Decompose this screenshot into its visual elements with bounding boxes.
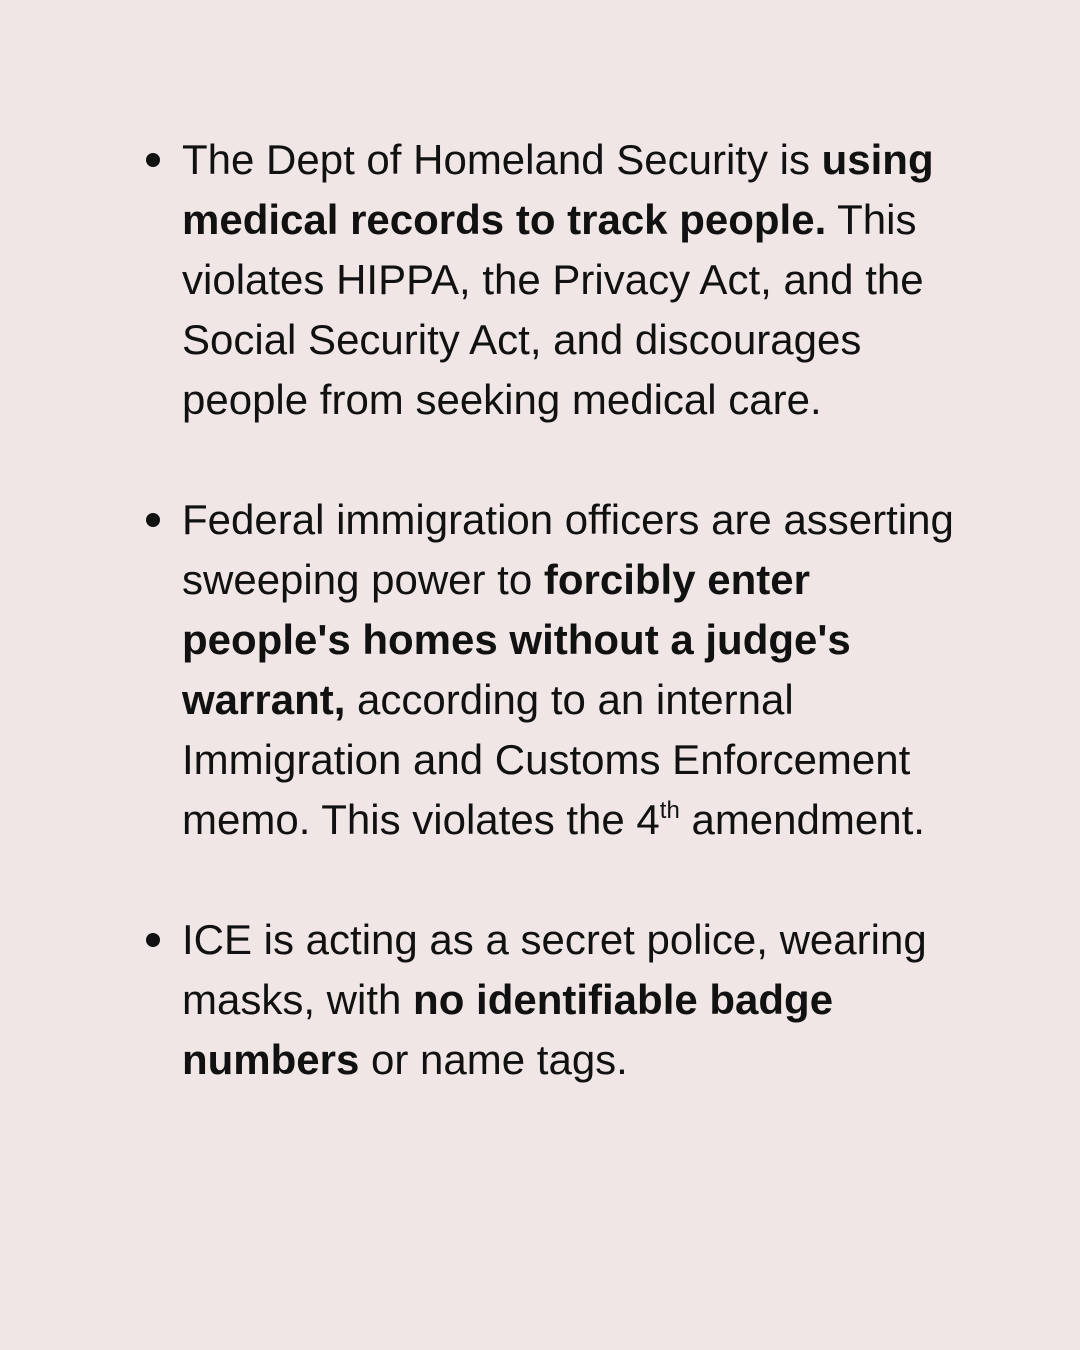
bullet-dot: [146, 513, 160, 527]
bullet-text-rest: or name tags.: [359, 1036, 628, 1083]
bullet-text-intro: The Dept of Homeland Security is: [182, 136, 822, 183]
bullet-text-rest: amendment.: [679, 796, 925, 843]
bullet-text: [182, 490, 972, 850]
bullet-text-intro: Federal immigration officers are asserting sweeping power to: [182, 496, 954, 603]
bullet-dot: [146, 153, 160, 167]
bullet-text-intro: ICE is acting as a secret police, wearing masks, with: [182, 916, 927, 1023]
bullet-text-emphasis: forcibly enter people's homes without a judge's warrant,: [182, 556, 851, 723]
bullet-text: [182, 910, 972, 1090]
ordinal-suffix: th: [659, 797, 680, 824]
bullet-text-emphasis: no identifiable badge numbers: [182, 976, 834, 1083]
bullet-text: [182, 130, 972, 430]
bullet-text-emphasis: using medical records to track people.: [182, 136, 934, 243]
bullet-list: [182, 130, 972, 1090]
bullet-dot: [146, 933, 160, 947]
bullet-item-medical-records: [182, 130, 972, 430]
bullet-text-middle: according to an internal Immigration and Customs Enforcement memo. This violates the: [182, 676, 911, 843]
bullet-text-rest: This violates HIPPA, the Privacy Act, and the Social Security Act, and discourages people from seeking medical care.: [182, 196, 924, 423]
ordinal-number: 4: [636, 796, 660, 843]
bullet-item-warrantless-entry: [182, 490, 972, 850]
bullet-item-secret-police: [182, 910, 972, 1090]
